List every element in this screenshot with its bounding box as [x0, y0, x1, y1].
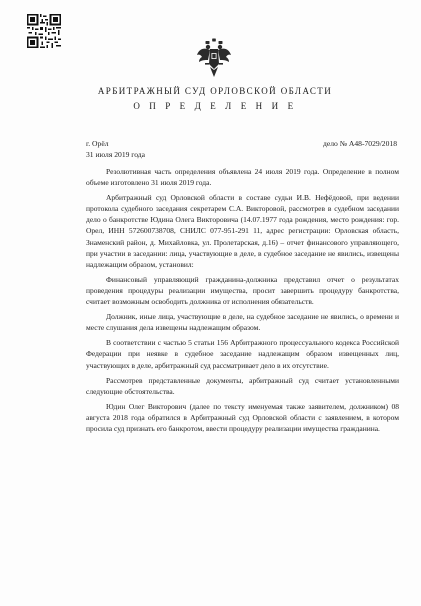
paragraph: Финансовый управляющий гражданина-должника представил отчет о результатах проведения процедуры реализации имущества, просит завершить процедуру банкротства, считает возможным освободить должника от исполнения обязательств. — [86, 274, 399, 307]
decision-date: 31 июля 2019 года — [86, 150, 146, 159]
paragraph: В соответствии с частью 5 статьи 156 Арбитражного процессуального кодекса Российской Федерации при неявке в судебное заседание надлежащим образом извещенных лиц, участвующих в деле, арбитражный суд рассматривает дело в их отсутствие. — [86, 338, 399, 370]
court-name: АРБИТРАЖНЫЙ СУД ОРЛОВСКОЙ ОБЛАСТИ — [97, 86, 333, 96]
document-type-title: О П Р Е Д Е Л Е Н И Е — [133, 101, 297, 111]
coat-of-arms-icon — [196, 38, 232, 78]
paragraph: Резолютивная часть определения объявлена 24 июля 2019 года. Определение в полном объеме изготовлено 31 июля 2019 года. — [86, 167, 399, 188]
qr-code-icon — [27, 14, 61, 48]
case-number: дело № А48-7029/2018 — [323, 139, 397, 148]
paragraph: Юдин Олег Викторович (далее по тексту именуемая также заявителем, должником) 08 августа 2018 года обратился в Арбитражный суд Орловской области с заявлением, в котором просила суд признать его банкротом, ввести процедуру реализации имущества гражданина. — [86, 401, 399, 433]
paragraph: Должник, иные лица, участвующие в деле, на судебное заседание не явились, о времени и месте слушания дела извещены надлежащим образом. — [86, 312, 399, 333]
paragraph: Арбитражный суд Орловской области в составе судьи И.В. Нефёдовой, при ведении протокола судебного заседания секретарем С.А. Викторовой, рассмотрев в судебном заседании дело о банкротстве Юдина Олега Викторовича (14.07.1977 года рождения, место рождения: гор. Орел, ИНН 572600738708, СНИЛС 077-951-291 11, адрес регистрации: Орловская область, Знаменский район, д. Михайловка, ул. Пролетарская, д.16) – отчет финансового управляющего, при участии в заседании: лица, участвующие в деле, в судебное заседание не явились, извещены надлежащим образом, установил: — [86, 193, 399, 269]
decision-body — [86, 166, 399, 438]
paragraph: Рассмотрев представленные документы, арбитражный суд считает установленными следующие обстоятельства. — [86, 375, 399, 396]
city-of-issue: г. Орёл — [86, 139, 109, 148]
